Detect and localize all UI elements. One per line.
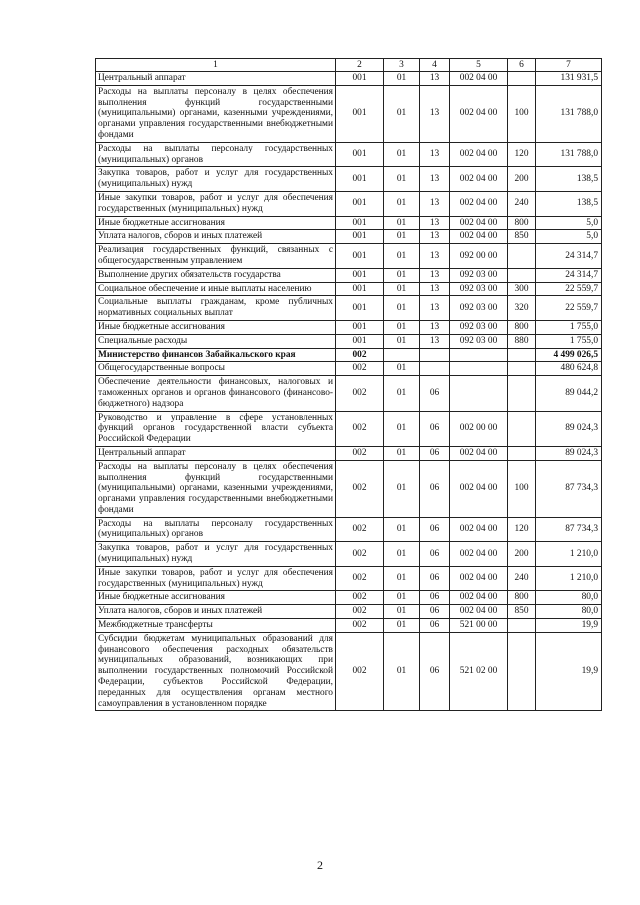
table-row	[96, 230, 602, 244]
target-item-code-cell: 521 00 00	[450, 619, 508, 633]
subsection-code-cell: 06	[420, 376, 450, 411]
subsection-code-cell: 13	[420, 268, 450, 282]
expense-type-code-cell	[508, 619, 536, 633]
ministry-code-cell: 002	[336, 446, 384, 460]
page-number: 2	[317, 858, 323, 872]
section-code-cell: 01	[384, 460, 420, 517]
subsection-code-cell: 13	[420, 296, 450, 321]
expense-name-cell: Центральный аппарат	[96, 446, 336, 460]
expense-type-code-cell: 320	[508, 296, 536, 321]
subsection-code-cell: 13	[420, 216, 450, 230]
expense-type-code-cell	[508, 348, 536, 362]
expense-name-cell: Расходы на выплаты персоналу государственных (муниципальных) органов	[96, 517, 336, 542]
expense-name-cell: Межбюджетные трансферты	[96, 619, 336, 633]
ministry-code-cell: 002	[336, 542, 384, 567]
section-code-cell: 01	[384, 566, 420, 591]
target-item-code-cell: 002 04 00	[450, 542, 508, 567]
amount-cell: 89 024,3	[536, 446, 602, 460]
amount-cell: 4 499 026,5	[536, 348, 602, 362]
target-item-code-cell: 002 04 00	[450, 605, 508, 619]
amount-cell: 138,5	[536, 167, 602, 192]
amount-cell: 19,9	[536, 619, 602, 633]
section-code-cell: 01	[384, 142, 420, 167]
expense-type-code-cell: 200	[508, 167, 536, 192]
table-row	[96, 85, 602, 142]
subsection-code-cell: 06	[420, 632, 450, 711]
subsection-code-cell: 06	[420, 566, 450, 591]
target-item-code-cell: 002 04 00	[450, 566, 508, 591]
expense-name-cell: Уплата налогов, сборов и иных платежей	[96, 605, 336, 619]
section-code-cell: 01	[384, 334, 420, 348]
table-row	[96, 296, 602, 321]
target-item-code-cell: 002 04 00	[450, 167, 508, 192]
section-code-cell: 01	[384, 362, 420, 376]
target-item-code-cell: 092 03 00	[450, 320, 508, 334]
ministry-code-cell: 001	[336, 167, 384, 192]
section-code-cell: 01	[384, 167, 420, 192]
target-item-code-cell	[450, 362, 508, 376]
ministry-code-cell: 001	[336, 216, 384, 230]
subsection-code-cell: 13	[420, 72, 450, 86]
target-item-code-cell: 092 03 00	[450, 268, 508, 282]
ministry-code-cell: 001	[336, 230, 384, 244]
subsection-code-cell: 13	[420, 167, 450, 192]
column-header-1: 1	[96, 59, 336, 72]
amount-cell: 87 734,3	[536, 517, 602, 542]
table-row	[96, 142, 602, 167]
expense-name-cell: Социальные выплаты гражданам, кроме публичных нормативных социальных выплат	[96, 296, 336, 321]
section-code-cell: 01	[384, 619, 420, 633]
ministry-code-cell: 001	[336, 320, 384, 334]
amount-cell: 5,0	[536, 216, 602, 230]
table-row	[96, 362, 602, 376]
expense-type-code-cell: 800	[508, 216, 536, 230]
expense-type-code-cell	[508, 632, 536, 711]
expense-type-code-cell: 800	[508, 320, 536, 334]
section-code-cell: 01	[384, 446, 420, 460]
column-header-4: 4	[420, 59, 450, 72]
amount-cell: 1 755,0	[536, 334, 602, 348]
expense-name-cell: Иные бюджетные ассигнования	[96, 320, 336, 334]
expense-name-cell: Закупка товаров, работ и услуг для государственных (муниципальных) нужд	[96, 542, 336, 567]
expense-type-code-cell: 850	[508, 230, 536, 244]
section-code-cell: 01	[384, 296, 420, 321]
table-row	[96, 632, 602, 711]
subsection-code-cell: 13	[420, 142, 450, 167]
expense-name-cell: Общегосударственные вопросы	[96, 362, 336, 376]
amount-cell: 89 024,3	[536, 411, 602, 446]
section-code-cell	[384, 348, 420, 362]
section-code-cell: 01	[384, 320, 420, 334]
expense-type-code-cell: 200	[508, 542, 536, 567]
table-row	[96, 348, 602, 362]
table-row	[96, 591, 602, 605]
column-header-5: 5	[450, 59, 508, 72]
section-code-cell: 01	[384, 72, 420, 86]
table-row	[96, 619, 602, 633]
target-item-code-cell: 002 04 00	[450, 230, 508, 244]
table-row	[96, 282, 602, 296]
expense-name-cell: Субсидии бюджетам муниципальных образований для финансового обеспечения расходных обязательств муниципальных образований, возникающих при выполнении государственных полномочий Российской Федерации, субъектов Российской Федерации, переданных для осуществления органам местного самоуправления в установленном порядке	[96, 632, 336, 711]
subsection-code-cell: 13	[420, 191, 450, 216]
subsection-code-cell: 06	[420, 517, 450, 542]
section-code-cell: 01	[384, 542, 420, 567]
expense-name-cell: Иные бюджетные ассигнования	[96, 216, 336, 230]
subsection-code-cell: 13	[420, 85, 450, 142]
ministry-code-cell: 002	[336, 591, 384, 605]
expense-type-code-cell: 120	[508, 142, 536, 167]
target-item-code-cell: 002 04 00	[450, 446, 508, 460]
table-row	[96, 320, 602, 334]
amount-cell: 131 788,0	[536, 85, 602, 142]
expense-name-cell: Обеспечение деятельности финансовых, налоговых и таможенных органов и органов финансового (финансово-бюджетного) надзора	[96, 376, 336, 411]
amount-cell: 22 559,7	[536, 296, 602, 321]
ministry-code-cell: 002	[336, 362, 384, 376]
ministry-code-cell: 002	[336, 348, 384, 362]
section-code-cell: 01	[384, 191, 420, 216]
ministry-code-cell: 001	[336, 85, 384, 142]
section-code-cell: 01	[384, 282, 420, 296]
amount-cell: 24 314,7	[536, 268, 602, 282]
expense-name-cell: Руководство и управление в сфере установленных функций органов государственной власти субъекта Российской Федерации	[96, 411, 336, 446]
expense-type-code-cell	[508, 376, 536, 411]
target-item-code-cell: 002 04 00	[450, 216, 508, 230]
subsection-code-cell: 13	[420, 230, 450, 244]
table-row	[96, 167, 602, 192]
section-code-cell: 01	[384, 376, 420, 411]
expense-name-cell: Расходы на выплаты персоналу государственных (муниципальных) органов	[96, 142, 336, 167]
ministry-code-cell: 002	[336, 517, 384, 542]
column-header-6: 6	[508, 59, 536, 72]
amount-cell: 80,0	[536, 591, 602, 605]
amount-cell: 19,9	[536, 632, 602, 711]
table-row	[96, 334, 602, 348]
subsection-code-cell: 06	[420, 619, 450, 633]
target-item-code-cell: 002 04 00	[450, 85, 508, 142]
ministry-code-cell: 001	[336, 72, 384, 86]
subsection-code-cell: 13	[420, 334, 450, 348]
expense-type-code-cell	[508, 72, 536, 86]
ministry-code-cell: 001	[336, 142, 384, 167]
expense-type-code-cell: 240	[508, 566, 536, 591]
table-header-row	[96, 59, 602, 72]
ministry-code-cell: 002	[336, 376, 384, 411]
table-row	[96, 191, 602, 216]
ministry-code-cell: 001	[336, 244, 384, 269]
expense-name-cell: Специальные расходы	[96, 334, 336, 348]
amount-cell: 131 931,5	[536, 72, 602, 86]
target-item-code-cell: 002 04 00	[450, 591, 508, 605]
target-item-code-cell: 002 04 00	[450, 142, 508, 167]
section-code-cell: 01	[384, 216, 420, 230]
amount-cell: 1 210,0	[536, 542, 602, 567]
subsection-code-cell: 13	[420, 282, 450, 296]
expense-type-code-cell: 120	[508, 517, 536, 542]
expense-name-cell: Центральный аппарат	[96, 72, 336, 86]
expense-type-code-cell	[508, 268, 536, 282]
table-row	[96, 268, 602, 282]
expense-type-code-cell: 300	[508, 282, 536, 296]
subsection-code-cell: 13	[420, 320, 450, 334]
budget-table	[95, 58, 602, 711]
section-code-cell: 01	[384, 85, 420, 142]
expense-name-cell: Иные бюджетные ассигнования	[96, 591, 336, 605]
table-row	[96, 517, 602, 542]
target-item-code-cell: 002 04 00	[450, 460, 508, 517]
target-item-code-cell: 092 03 00	[450, 334, 508, 348]
amount-cell: 131 788,0	[536, 142, 602, 167]
expense-type-code-cell: 850	[508, 605, 536, 619]
ministry-code-cell: 002	[336, 605, 384, 619]
expense-name-cell: Иные закупки товаров, работ и услуг для обеспечения государственных (муниципальных) нужд	[96, 191, 336, 216]
expense-type-code-cell: 100	[508, 460, 536, 517]
subsection-code-cell	[420, 348, 450, 362]
section-code-cell: 01	[384, 632, 420, 711]
section-code-cell: 01	[384, 244, 420, 269]
target-item-code-cell: 521 02 00	[450, 632, 508, 711]
expense-type-code-cell: 800	[508, 591, 536, 605]
target-item-code-cell	[450, 376, 508, 411]
amount-cell: 89 044,2	[536, 376, 602, 411]
expense-name-cell: Министерство финансов Забайкальского края	[96, 348, 336, 362]
table-row	[96, 216, 602, 230]
column-header-7: 7	[536, 59, 602, 72]
table-row	[96, 446, 602, 460]
section-code-cell: 01	[384, 517, 420, 542]
subsection-code-cell: 06	[420, 605, 450, 619]
expense-type-code-cell	[508, 446, 536, 460]
amount-cell: 138,5	[536, 191, 602, 216]
target-item-code-cell: 092 03 00	[450, 282, 508, 296]
expense-name-cell: Реализация государственных функций, связанных с общегосударственным управлением	[96, 244, 336, 269]
table-row	[96, 411, 602, 446]
table-body	[96, 72, 602, 711]
ministry-code-cell: 001	[336, 191, 384, 216]
column-header-2: 2	[336, 59, 384, 72]
amount-cell: 1 210,0	[536, 566, 602, 591]
expense-type-code-cell	[508, 362, 536, 376]
subsection-code-cell: 06	[420, 411, 450, 446]
amount-cell: 1 755,0	[536, 320, 602, 334]
expense-type-code-cell	[508, 411, 536, 446]
expense-type-code-cell: 240	[508, 191, 536, 216]
ministry-code-cell: 001	[336, 268, 384, 282]
section-code-cell: 01	[384, 411, 420, 446]
subsection-code-cell	[420, 362, 450, 376]
table-row	[96, 72, 602, 86]
expense-type-code-cell: 100	[508, 85, 536, 142]
section-code-cell: 01	[384, 230, 420, 244]
section-code-cell: 01	[384, 591, 420, 605]
amount-cell: 80,0	[536, 605, 602, 619]
amount-cell: 24 314,7	[536, 244, 602, 269]
subsection-code-cell: 06	[420, 446, 450, 460]
expense-name-cell: Закупка товаров, работ и услуг для государственных (муниципальных) нужд	[96, 167, 336, 192]
target-item-code-cell: 092 00 00	[450, 244, 508, 269]
expense-name-cell: Расходы на выплаты персоналу в целях обеспечения выполнения функций государственными (муниципальными) органами, казенными учреждениями, органами управления государственными внебюджетными фондами	[96, 85, 336, 142]
ministry-code-cell: 002	[336, 619, 384, 633]
target-item-code-cell: 002 04 00	[450, 72, 508, 86]
table-row	[96, 460, 602, 517]
amount-cell: 5,0	[536, 230, 602, 244]
amount-cell: 480 624,8	[536, 362, 602, 376]
amount-cell: 22 559,7	[536, 282, 602, 296]
amount-cell: 87 734,3	[536, 460, 602, 517]
expense-name-cell: Иные закупки товаров, работ и услуг для обеспечения государственных (муниципальных) нужд	[96, 566, 336, 591]
table-row	[96, 542, 602, 567]
table-row	[96, 376, 602, 411]
subsection-code-cell: 13	[420, 244, 450, 269]
expense-name-cell: Уплата налогов, сборов и иных платежей	[96, 230, 336, 244]
target-item-code-cell: 002 04 00	[450, 517, 508, 542]
section-code-cell: 01	[384, 605, 420, 619]
target-item-code-cell: 002 04 00	[450, 191, 508, 216]
expense-type-code-cell: 880	[508, 334, 536, 348]
ministry-code-cell: 001	[336, 296, 384, 321]
ministry-code-cell: 002	[336, 632, 384, 711]
section-code-cell: 01	[384, 268, 420, 282]
subsection-code-cell: 06	[420, 591, 450, 605]
table-row	[96, 566, 602, 591]
table-row	[96, 244, 602, 269]
subsection-code-cell: 06	[420, 542, 450, 567]
ministry-code-cell: 002	[336, 566, 384, 591]
ministry-code-cell: 002	[336, 460, 384, 517]
column-header-3: 3	[384, 59, 420, 72]
ministry-code-cell: 001	[336, 282, 384, 296]
expense-type-code-cell	[508, 244, 536, 269]
target-item-code-cell	[450, 348, 508, 362]
target-item-code-cell: 092 03 00	[450, 296, 508, 321]
expense-name-cell: Расходы на выплаты персоналу в целях обеспечения выполнения функций государственными (муниципальными) органами, казенными учреждениями, органами управления государственными внебюджетными фондами	[96, 460, 336, 517]
budget-table-sheet	[95, 58, 601, 711]
expense-name-cell: Выполнение других обязательств государства	[96, 268, 336, 282]
subsection-code-cell: 06	[420, 460, 450, 517]
target-item-code-cell: 002 00 00	[450, 411, 508, 446]
expense-name-cell: Социальное обеспечение и иные выплаты населению	[96, 282, 336, 296]
ministry-code-cell: 002	[336, 411, 384, 446]
ministry-code-cell: 001	[336, 334, 384, 348]
table-row	[96, 605, 602, 619]
